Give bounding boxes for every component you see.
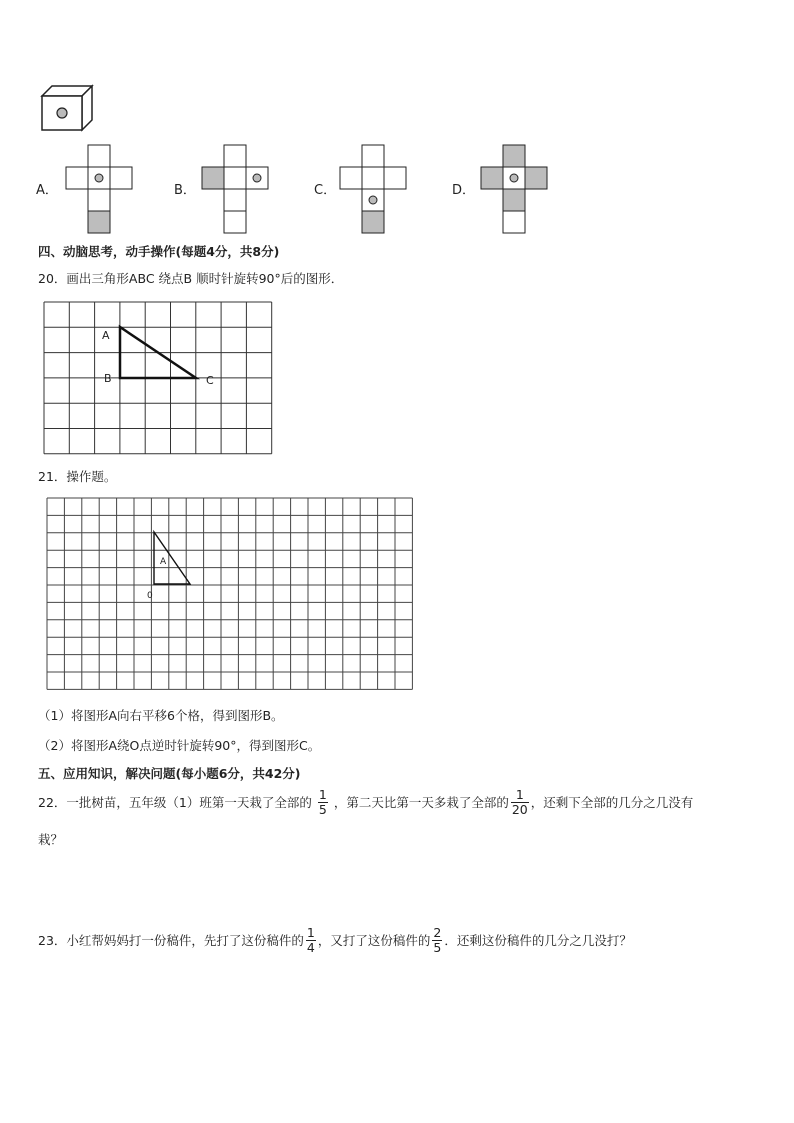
option-b-net: [202, 144, 272, 236]
q21-label-o: 0: [147, 591, 153, 601]
q23-frac1-num: 1: [306, 925, 315, 940]
q21-text: 21．操作题。: [38, 469, 117, 484]
option-c-net: [340, 144, 410, 236]
cube-figure: [38, 84, 98, 134]
q21-label-a: A: [160, 557, 167, 567]
section-4-heading: 四、动脑思考，动手操作(每题4分，共8分): [38, 244, 280, 259]
q20-text: 20．画出三角形ABC 绕点B 顺时针旋转90°后的图形．: [38, 271, 344, 286]
q20-triangle: [44, 302, 272, 454]
q23-line: [38, 926, 632, 955]
q21-triangle: [47, 498, 423, 690]
q23-part1: 23．小红帮妈妈打一份稿件，先打了这份稿件的: [38, 932, 304, 948]
q22-fraction-2: [511, 788, 529, 817]
section-5-heading: 五、应用知识，解决问题(每小题6分，共42分): [38, 766, 301, 781]
q22-line1: [38, 788, 693, 817]
q23-frac2-num: 2: [433, 925, 442, 940]
option-a-label: A．: [36, 183, 58, 198]
q22-frac1-den: 5: [318, 802, 327, 817]
q20-label-a: A: [102, 329, 110, 342]
q21-sub1: （1）将图形A向右平移6个格，得到图形B。: [38, 708, 284, 723]
q23-fraction-1: [306, 926, 316, 955]
q23-frac2-den: 5: [433, 940, 442, 955]
option-b-label: B．: [174, 183, 196, 198]
q22-frac2-den: 20: [511, 802, 528, 817]
q20-label-c: C: [206, 374, 214, 387]
option-d-label: D．: [452, 183, 476, 198]
q22-part1: 22．一批树苗，五年级（1）班第一天栽了全部的: [38, 794, 312, 810]
q22-part2: ，第二天比第一天多栽了全部的: [333, 794, 509, 810]
q22-part3: ，还剩下全部的几分之几没有: [530, 794, 694, 810]
q22-frac2-num: 1: [515, 787, 524, 802]
q23-frac1-den: 4: [306, 940, 315, 955]
option-d-net: [481, 144, 551, 236]
q20-label-b: B: [104, 372, 112, 385]
q21-sub2: （2）将图形A绕O点逆时针旋转90°，得到图形C。: [38, 738, 321, 753]
q22-line2: 栽？: [38, 832, 64, 847]
option-c-label: C．: [314, 183, 337, 198]
q23-fraction-2: [432, 926, 442, 955]
q22-fraction-1: [318, 788, 328, 817]
q23-part3: ．还剩这份稿件的几分之几没打？: [444, 932, 632, 948]
q22-frac1-num: 1: [318, 787, 327, 802]
q23-part2: ，又打了这份稿件的: [317, 932, 431, 948]
option-a-net: [66, 144, 136, 236]
